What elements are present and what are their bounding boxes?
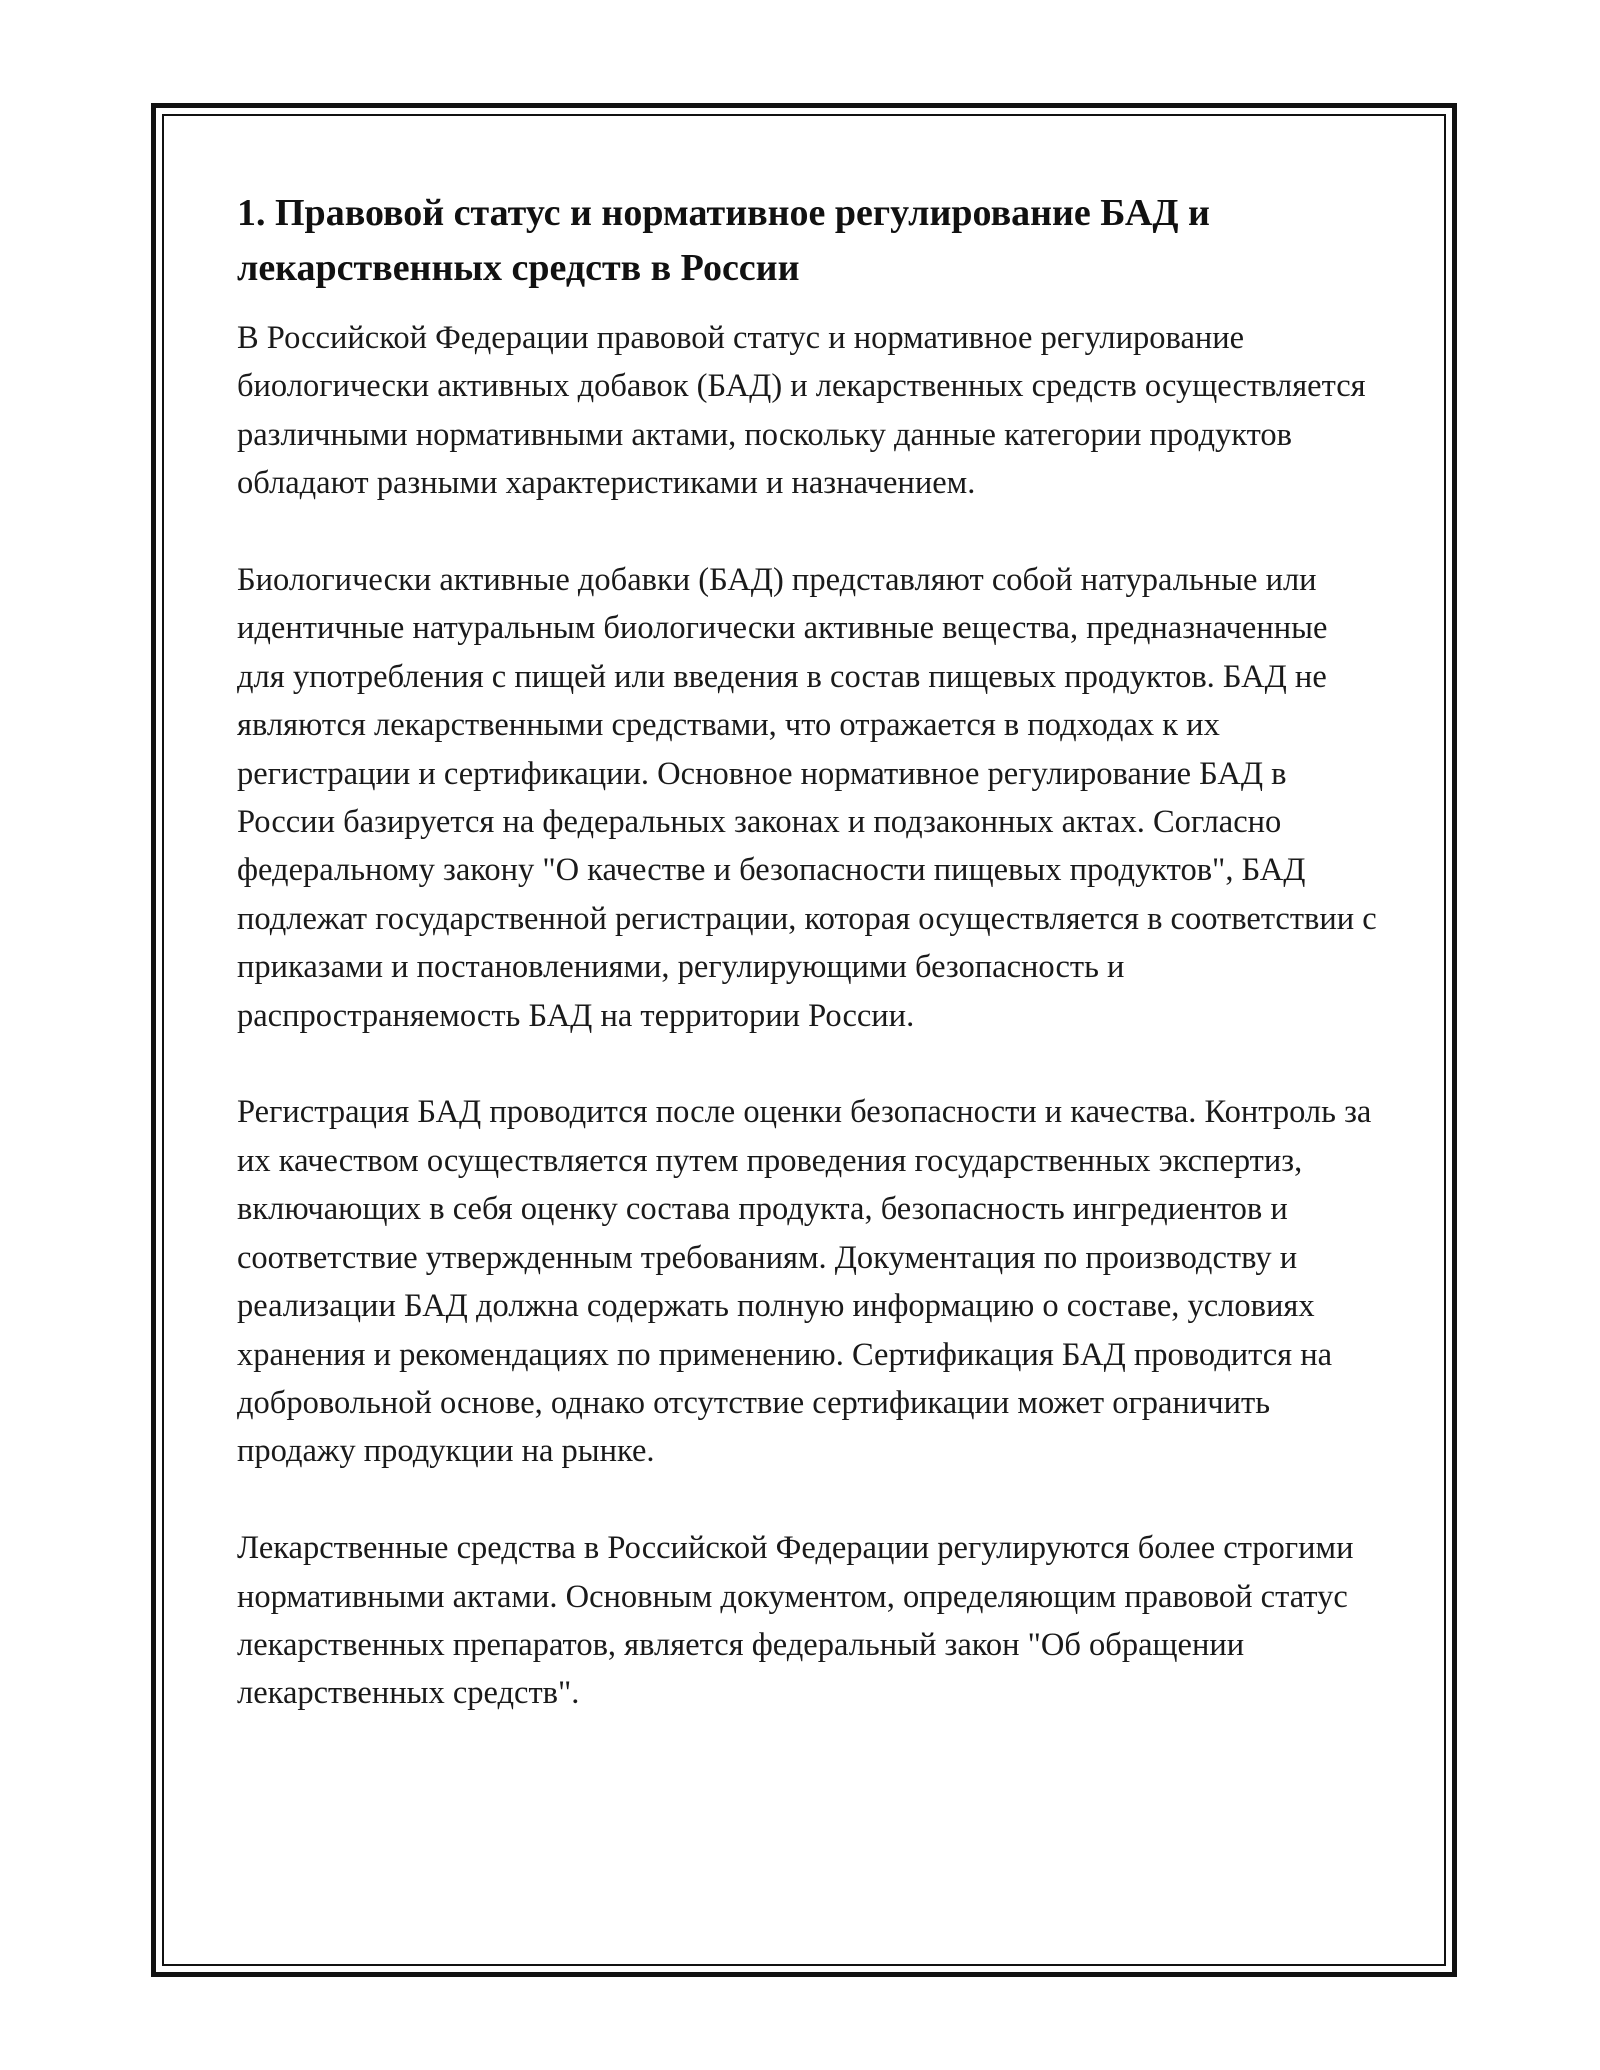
document-body [237,186,1377,1718]
paragraph-intro: В Российской Федерации правовой статус и нормативное регулирование биологически активных добавок (БАД) и лекарственных средств осуществляется различными нормативными актами, поскольку данные категории продуктов обладают разными характеристиками и назначением. [237,320,1366,502]
section-heading: 1. Правовой статус и нормативное регулирование БАД и лекарственных средств в России [237,192,1210,289]
paragraph-medicines: Лекарственные средства в Российской Федерации регулируются более строгими нормативными актами. Основным документом, определяющим правовой статус лекарственных препаратов, является федеральный закон "Об обращении лекарственных средств". [237,1530,1354,1712]
paragraph-bad-registration: Регистрация БАД проводится после оценки безопасности и качества. Контроль за их качеством осуществляется путем проведения государственных экспертиз, включающих в себя оценку состава продукта, безопасность ингредиентов и соответствие утвержденным требованиям. Документация по производству и реализации БАД должна содержать полную информацию о составе, условиях хранения и рекомендациях по применению. Сертификация БАД проводится на добровольной основе, однако отсутствие сертификации может ограничить продажу продукции на рынке. [237,1094,1372,1470]
paragraph-bad-definition: Биологически активные добавки (БАД) представляют собой натуральные или идентичные натуральным биологически активные вещества, предназначенные для употребления с пищей или введения в состав пищевых продуктов. БАД не являются лекарственными средствами, что отражается в подходах к их регистрации и сертификации. Основное нормативное регулирование БАД в России базируется на федеральных законах и подзаконных актах. Согласно федеральному закону "О качестве и безопасности пищевых продуктов", БАД подлежат государственной регистрации, которая осуществляется в соответствии с приказами и постановлениями, регулирующими безопасность и распространяемость БАД на территории России. [237,562,1377,1034]
